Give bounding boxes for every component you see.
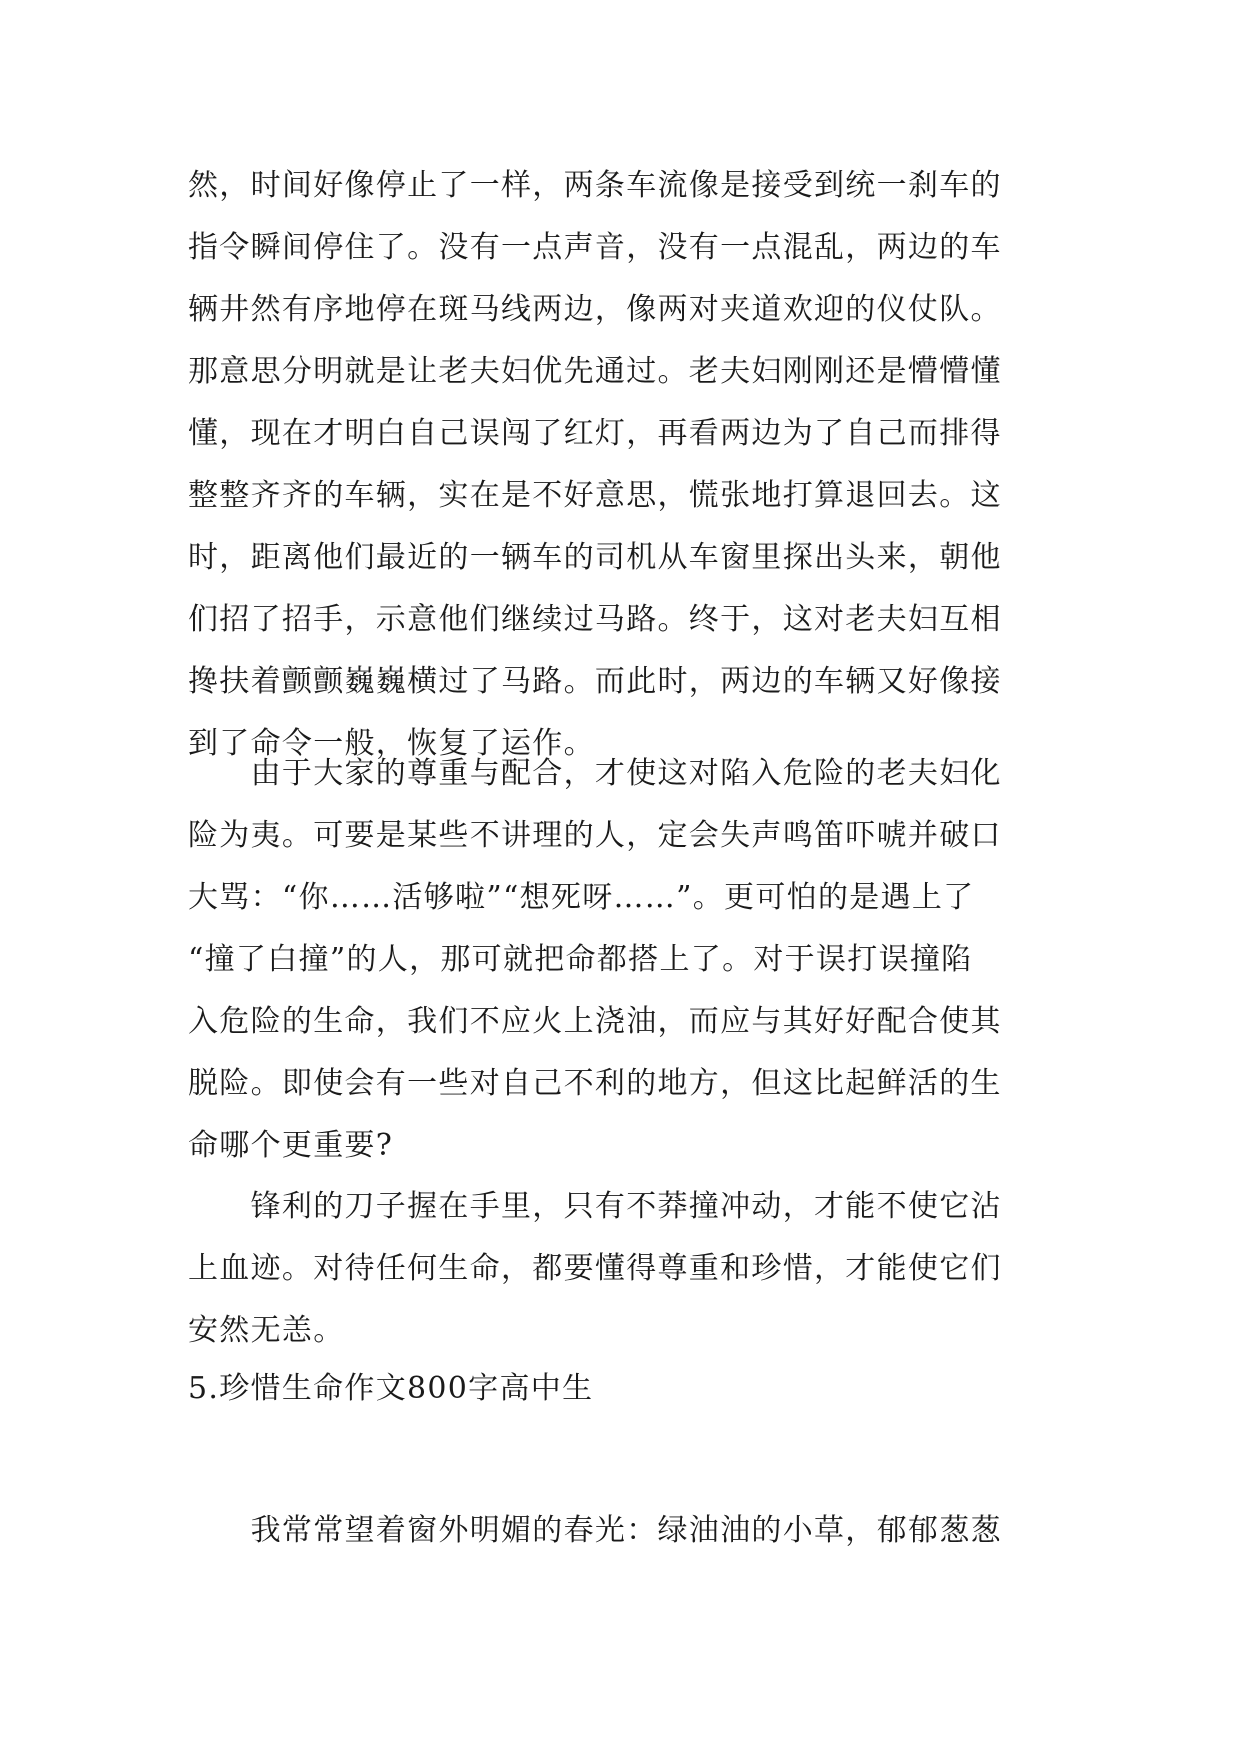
paragraph-1 xyxy=(188,155,1056,775)
text-line: 安然无恙。 xyxy=(188,1313,345,1348)
text-line: 险为夷。可要是某些不讲理的人，定会失声鸣笛吓唬并破口 xyxy=(188,818,1002,853)
paragraph-2 xyxy=(188,743,1056,1177)
section-heading: 5.珍惜生命作文800字高中生 xyxy=(188,1371,594,1406)
text-line: 整整齐齐的车辆，实在是不好意思，慌张地打算退回去。这 xyxy=(188,478,1002,513)
text-line: 上血迹。对待任何生命，都要懂得尊重和珍惜，才能使它们 xyxy=(188,1251,1002,1286)
text-line: 们招了招手，示意他们继续过马路。终于，这对老夫妇互相 xyxy=(188,602,1002,637)
text-line: 辆井然有序地停在斑马线两边，像两对夹道欢迎的仪仗队。 xyxy=(188,292,1002,327)
text-line: 由于大家的尊重与配合，才使这对陷入危险的老夫妇化 xyxy=(188,756,1002,791)
text-line: “撞了白撞”的人，那可就把命都搭上了。对于误打误撞陷 xyxy=(188,942,973,977)
paragraph-3 xyxy=(188,1176,1056,1362)
text-line: 入危险的生命，我们不应火上浇油，而应与其好好配合使其 xyxy=(188,1004,1002,1039)
text-line: 锋利的刀子握在手里，只有不莽撞冲动，才能不使它沾 xyxy=(188,1189,1002,1224)
text-line: 搀扶着颤颤巍巍横过了马路。而此时，两边的车辆又好像接 xyxy=(188,664,1002,699)
text-line: 命哪个更重要? xyxy=(188,1128,394,1163)
text-line: 到了命令一般，恢复了运作。 xyxy=(188,726,595,761)
text-line: 懂，现在才明白自己误闯了红灯，再看两边为了自己而排得 xyxy=(188,416,1002,451)
text-line: 指令瞬间停住了。没有一点声音，没有一点混乱，两边的车 xyxy=(188,230,1002,265)
text-line: 脱险。即使会有一些对自己不利的地方，但这比起鲜活的生 xyxy=(188,1066,1002,1101)
text-line: 我常常望着窗外明媚的春光：绿油油的小草，郁郁葱葱 xyxy=(188,1513,1002,1548)
text-line: 那意思分明就是让老夫妇优先通过。老夫妇刚刚还是懵懵懂 xyxy=(188,354,1002,389)
text-line: 时，距离他们最近的一辆车的司机从车窗里探出头来，朝他 xyxy=(188,540,1002,575)
paragraph-4 xyxy=(188,1500,1056,1562)
text-line: 大骂：“你……活够啦”“想死呀……”。更可怕的是遇上了 xyxy=(188,880,975,915)
text-line: 然，时间好像停止了一样，两条车流像是接受到统一刹车的 xyxy=(188,168,1002,203)
